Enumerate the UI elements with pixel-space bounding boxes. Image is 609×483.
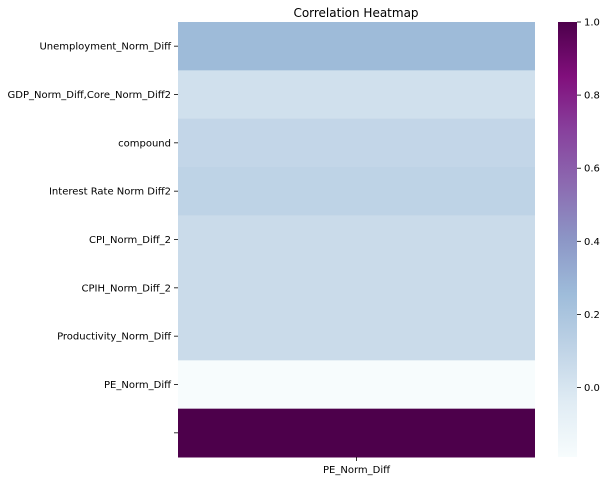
heatmap-cell xyxy=(178,119,535,168)
colorbar-tick-label: 1.0 xyxy=(584,17,600,29)
colorbar-ticks xyxy=(577,18,600,395)
row-label: compound xyxy=(118,138,171,150)
row-label: GDP_Norm_Diff,Core_Norm_Diff2 xyxy=(7,90,171,101)
colorbar-tick-label: 0.0 xyxy=(584,383,600,395)
heatmap-cell xyxy=(178,215,535,264)
heatmap-cells xyxy=(178,22,535,458)
column-label: PE_Norm_Diff xyxy=(323,465,390,476)
colorbar-tick-label: 0.4 xyxy=(584,236,600,248)
column-labels xyxy=(323,457,391,476)
colorbar xyxy=(558,22,577,457)
chart-title: Correlation Heatmap xyxy=(293,6,419,20)
heatmap-cell xyxy=(178,70,535,119)
colorbar-tick-label: 0.8 xyxy=(584,90,600,102)
row-label: PE_Norm_Diff xyxy=(104,380,171,391)
heatmap-cell xyxy=(178,360,535,409)
heatmap-cell xyxy=(178,22,535,71)
row-labels xyxy=(8,42,178,433)
row-label: Unemployment_Norm_Diff xyxy=(39,41,171,53)
heatmap-cell xyxy=(178,409,535,458)
row-label: Interest Rate Norm Diff2 xyxy=(48,186,171,198)
colorbar-tick-label: 0.2 xyxy=(584,309,600,321)
row-label: CPI_Norm_Diff_2 xyxy=(89,235,171,246)
row-label: CPIH_Norm_Diff_2 xyxy=(81,283,171,295)
heatmap-cell xyxy=(178,312,535,361)
heatmap-cell xyxy=(178,167,535,216)
heatmap-cell xyxy=(178,264,535,313)
row-label: Productivity_Norm_Diff xyxy=(57,331,171,343)
colorbar-tick-label: 0.6 xyxy=(584,163,600,175)
